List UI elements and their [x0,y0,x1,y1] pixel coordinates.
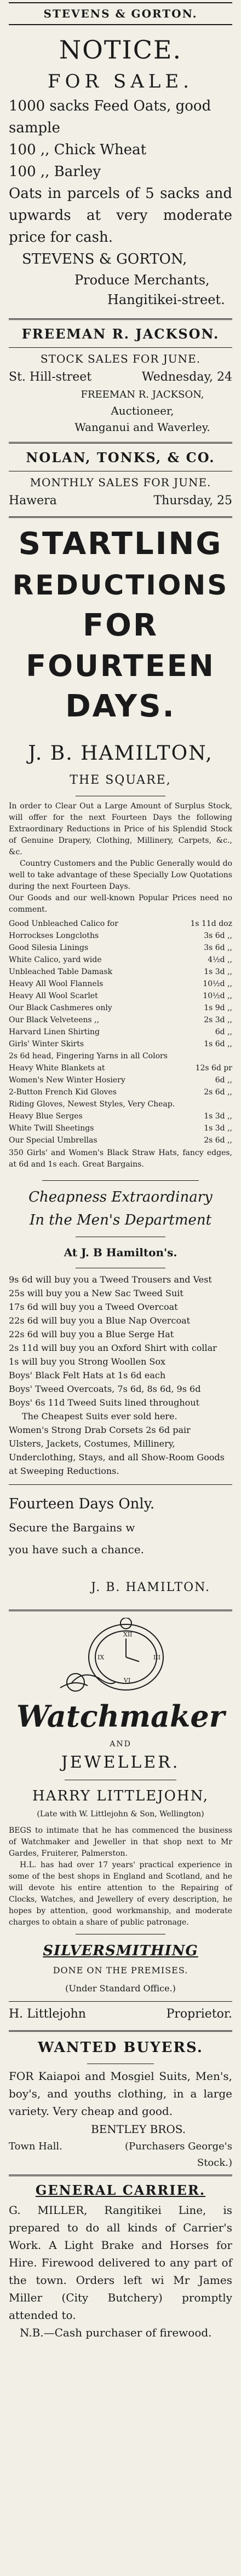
item-name: Heavy All Wool Scarlet [9,992,98,1000]
item-name: White Calico, yard wide [9,955,102,964]
sale-line: 100 ,, Chick Wheat [9,142,147,158]
item-price: 3s 6d ,, [204,931,232,940]
svg-text:III: III [153,1654,161,1661]
mens-item: Boys' Black Felt Hats at 1s 6d each [9,1370,166,1380]
watchmaker-title: Watchmaker [16,1699,225,1734]
mens-item: 2s 11d will buy you an Oxford Shirt with collar [9,1343,217,1353]
item-name: Good Silesia Linings [9,943,89,952]
divider [9,2175,232,2176]
carrier-note: N.B.—Cash purchaser of firewood. [20,2326,212,2339]
ad-stevens-gorton [9,2,232,310]
item-name: 2-Button French Kid Gloves [9,1088,117,1097]
ad-header: GENERAL CARRIER. [35,2182,206,2198]
price-row [9,918,232,930]
mens-item: 9s 6d will buy you a Tweed Trousers and Vest [9,1274,212,1285]
price-row [9,1110,232,1122]
proprietor-history: (Late with W. Littlejohn & Son, Wellington) [37,1810,204,1819]
sale-location: Hawera [9,494,57,508]
svg-text:VI: VI [124,1677,131,1684]
carrier-body: G. MILLER, Rangitikei Line, is prepared to do all kinds of Carrier's Work. A Light Brake and Horses for Hire. Firewood delivered to any part of the town. Orders left wi Mr James Miller (City Butchery) promptly attended to. [9,2204,232,2322]
item-name: Heavy White Blankets at [9,1064,105,1073]
ad-hamilton [9,523,232,1604]
price-row [9,966,232,978]
sale-date: Thursday, 25 [153,494,232,508]
price-row [9,1062,232,1074]
item-price: 2s 6d ,, [204,1088,232,1097]
price-row [9,1038,232,1050]
item-price: 6d ,, [215,1028,232,1036]
headline-line: DAYS. [65,689,176,724]
item-name: Our Black Cashmeres only [9,1004,112,1012]
signature: J. B. HAMILTON. [91,1581,210,1594]
mens-item: 25s will buy you a New Sac Tweed Suit [9,1288,183,1298]
divider [9,318,232,320]
ad-header: FREEMAN R. JACKSON. [21,326,220,342]
divider [9,347,232,348]
item-name: White Twill Sheetings [9,1124,94,1133]
item-price: 2s 3d ,, [204,1016,232,1024]
auctioneer-role: Auctioneer, [111,404,174,417]
item-name: Horrockses Longcloths [9,931,99,940]
proprietor-name: HARRY LITTLEJOHN, [32,1788,209,1804]
price-row [9,1122,232,1134]
merchant-place: THE SQUARE, [70,773,171,787]
item-name: Girls' Winter Skirts [9,1040,84,1048]
and-word: AND [110,1740,131,1749]
divider [9,2030,232,2032]
price-row [9,978,232,990]
shop-location: (Under Standard Office.) [65,1983,176,1994]
price-row [9,1026,232,1038]
intro-paragraph: Country Customers and the Public Generally would do well to take advantage of these Specially Low Quotations during the next Fourteen Days. [9,859,232,891]
merchant-name: J. B. HAMILTON, [28,742,213,765]
signature-row [9,2001,232,2027]
intro-paragraph: Our Goods and our well-known Popular Prices need no comment. [9,894,232,914]
price-row [9,930,232,942]
price-row [9,990,232,1002]
wanted-body: FOR Kaiapoi and Mosgiel Suits, Men's, boy's, and youths clothing, in a large variety. Very cheap and good. [9,2070,232,2118]
mens-item: The Cheapest Suits ever sold here. [22,1411,177,1421]
silversmithing-heading: SILVERSMITHING [43,1943,198,1959]
notice-heading: NOTICE. [59,35,182,65]
item-name: Harvard Linen Shirting [9,1028,100,1036]
item-price: 4½d ,, [208,955,232,964]
sale-line: 1000 sacks Feed Oats, good sample [9,98,211,136]
divider [9,2,232,3]
ad-littlejohn [9,1618,232,2027]
item-price: 1s 3d ,, [204,1112,232,1121]
price-row [9,1074,232,1086]
item-name: Heavy All Wool Flannels [9,980,104,988]
sale-body: Oats in parcels of 5 sacks and upwards at very moderate price for cash. [9,185,232,246]
firm-location: Town Hall. [9,2141,62,2152]
item-price: 1s 3d ,, [204,968,232,976]
ad-nolan-tonks [9,447,232,511]
experience-paragraph: H.L. has had over 17 years' practical experience in some of the best shops in England and Scotland, and he will devote his entire attention to the Repairing of Clocks, Watches, and Jewellery of every description, he hopes by attention, good workmanship, and moderate charges to obtain a share of public patronage. [9,1861,232,1927]
for-sale-heading: FOR SALE. [48,71,193,92]
ad-header: WANTED BUYERS. [38,2039,203,2056]
sale-date-row [9,368,232,387]
ad-subheader: STOCK SALES FOR JUNE. [40,352,201,365]
auctioneer-place: Wanganui and Waverley. [74,421,210,434]
divider [42,1180,199,1181]
ad-general-carrier [9,2179,232,2341]
price-row [9,1014,232,1026]
divider [9,442,232,444]
divider [9,516,232,518]
item-price: 1s 11d doz [190,919,232,928]
item-price: 3s 6d ,, [204,943,232,952]
firm-address-row [9,2138,232,2171]
item-name: Our Black Velveteens ,, [9,1016,100,1024]
fourteen-days-only: Fourteen Days Only. [9,1496,155,1512]
item-name: Riding Gloves, Newest Styles, Very Cheap. [9,1100,175,1109]
ad-freeman-jackson [9,323,232,435]
signature-role: Proprietor. [166,2007,232,2021]
price-row [9,1002,232,1014]
svg-text:XII: XII [123,1631,133,1638]
mens-price-list [9,1273,232,1478]
secure-line: Secure the Bargains w [9,1521,135,1534]
item-name: Heavy Blue Serges [9,1112,83,1121]
item-price: 10½d ,, [203,992,232,1000]
mens-item: Boys' 6s 11d Tweed Suits lined throughout [9,1397,200,1408]
ad-wanted-buyers [9,2035,232,2171]
ad-subheader: MONTHLY SALES FOR JUNE. [30,476,211,489]
intro-paragraph: BEGS to intimate that he has commenced the business of Watchmaker and Jeweller in that shop next to Mr Gardes, Fruiterer, Palmerston. [9,1826,232,1858]
sale-location: St. Hill-street [9,370,92,384]
price-list [9,918,232,1146]
item-price: 1s 6d ,, [204,1040,232,1048]
firm-desc: Produce Merchants, [74,272,210,288]
done-on-premises: DONE ON THE PREMISES. [53,1965,188,1975]
item-name: 2s 6d head, Fingering Yarns in all Colors [9,1052,168,1060]
divider [9,1610,232,1611]
price-row [9,954,232,966]
item-price: 1s 3d ,, [204,1124,232,1133]
headline-line: REDUCTIONS [12,569,229,601]
ad-header: NOLAN, TONKS, & CO. [26,450,215,465]
item-price: 2s 6d ,, [204,1136,232,1145]
ad-header: STEVENS & GORTON. [43,7,198,20]
cheapness-heading: Cheapness Extraordinary [28,1189,213,1205]
price-row [9,942,232,954]
mens-item: Boys' Tweed Overcoats, 7s 6d, 8s 6d, 9s 6d [9,1384,201,1394]
item-price: 1s 9d ,, [204,1004,232,1012]
sale-line: 100 ,, Barley [9,164,101,180]
divider [9,24,232,25]
department-heading: In the Men's Department [29,1212,212,1228]
item-name: Women's New Winter Hosiery [9,1076,125,1085]
firm-name: STEVENS & GORTON, [22,251,187,267]
auctioneer-name: FREEMAN R. JACKSON, [81,389,204,400]
mens-item: 22s 6d will buy you a Blue Serge Hat [9,1329,174,1339]
item-price: 12s 6d pr [195,1064,232,1073]
sale-date-row [9,491,232,511]
firm-address: Hangitikei-street. [107,292,225,307]
sale-date: Wednesday, 24 [141,370,232,384]
item-price: 10½d ,, [203,980,232,988]
divider [9,1484,232,1485]
price-row [9,1050,232,1062]
svg-text:IX: IX [97,1654,105,1661]
clock-watch-icon [49,1618,192,1694]
price-row [9,1086,232,1098]
firm-note: (Purchasers George's Stock.) [124,2141,232,2169]
mens-item: Ulsters, Jackets, Costumes, Millinery, Underclothing, Stays, and all Show-Room Goods at Sweeping Reductions. [9,1438,225,1476]
signature-name: H. Littlejohn [9,2007,86,2021]
item-name: Unbleached Table Damask [9,968,113,976]
straw-hats-paragraph: 350 Girls' and Women's Black Straw Hats, fancy edges, at 6d and 1s each. Great Bargains. [9,1149,232,1169]
headline-line: FOURTEEN [26,649,215,683]
mens-item: 22s 6d will buy you a Blue Nap Overcoat [9,1315,191,1326]
mens-item: 1s will buy you Strong Woollen Sox [9,1356,165,1367]
item-name: Our Special Umbrellas [9,1136,97,1145]
headline-line: FOR [83,608,158,643]
item-name: Good Unbleached Calico for [9,919,118,928]
firm-name: BENTLEY BROS. [91,2123,186,2136]
item-price [228,1050,232,1062]
mens-item: Women's Strong Drab Corsets 2s 6d pair [9,1425,191,1435]
item-price [228,1098,232,1110]
price-row [9,1098,232,1110]
intro-paragraph: In order to Clear Out a Large Amount of Surplus Stock, will offer for the next Fourteen Days the following Extraordinary Reductions in Price of his Splendid Stock of Genuine Drapery, Clothing, Millinery, Carpets, &c., &c. [9,802,232,856]
at-hamiltons: At J. B Hamilton's. [64,1246,177,1259]
price-row [9,1134,232,1146]
secure-line: you have such a chance. [9,1543,145,1556]
mens-item: 17s 6d will buy you a Tweed Overcoat [9,1302,178,1312]
jeweller-title: JEWELLER. [61,1753,180,1772]
item-price: 6d ,, [215,1076,232,1085]
headline-line: STARTLING [18,526,223,562]
